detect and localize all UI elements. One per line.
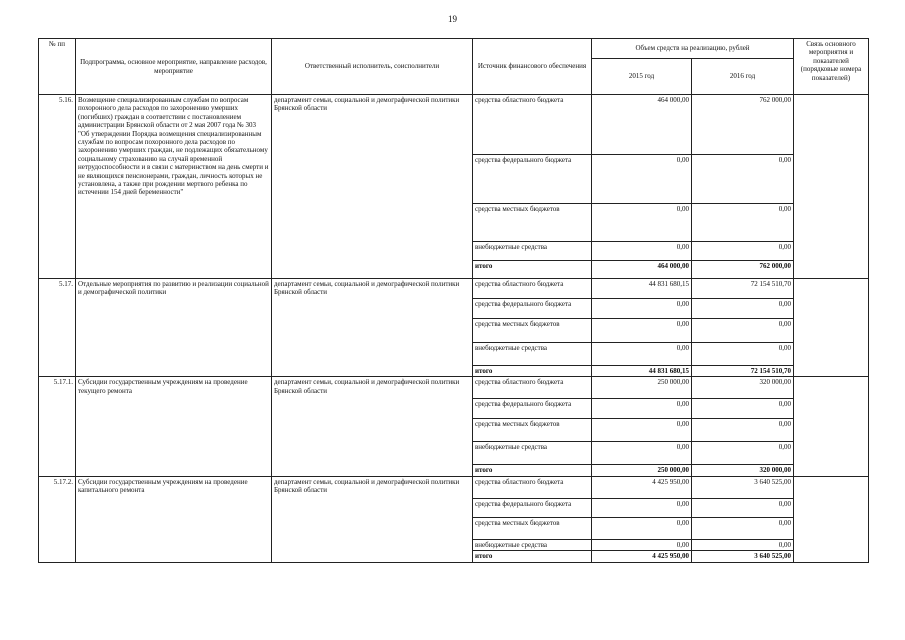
source-label: средства федерального бюджета <box>473 399 592 419</box>
value-2016: 0,00 <box>692 539 794 550</box>
source-label: средства федерального бюджета <box>473 299 592 319</box>
total-2015: 44 831 680,15 <box>592 366 692 377</box>
value-2016: 72 154 510,70 <box>692 279 794 299</box>
source-label: внебюджетные средства <box>473 539 592 550</box>
row-executor: департамент семьи, социальной и демографической политики Брянской области <box>272 279 473 377</box>
header-2016: 2016 год <box>692 59 794 95</box>
value-2015: 250 000,00 <box>592 377 692 399</box>
total-2015: 464 000,00 <box>592 261 692 279</box>
value-2016: 0,00 <box>692 399 794 419</box>
table-row <box>39 95 869 155</box>
indicator-link-cell <box>794 476 869 562</box>
header-executor: Ответственный исполнитель, соисполнители <box>272 39 473 95</box>
value-2016: 0,00 <box>692 204 794 242</box>
value-2015: 0,00 <box>592 419 692 442</box>
row-number: 5.17. <box>39 279 76 377</box>
table-row <box>39 279 869 299</box>
total-2016: 320 000,00 <box>692 465 794 476</box>
row-description: Субсидии государственным учреждениям на проведение текущего ремонта <box>76 377 272 476</box>
value-2015: 0,00 <box>592 319 692 343</box>
total-2016: 72 154 510,70 <box>692 366 794 377</box>
header-program: Подпрограмма, основное мероприятие, направление расходов, мероприятие <box>76 39 272 95</box>
value-2015: 0,00 <box>592 539 692 550</box>
value-2016: 0,00 <box>692 319 794 343</box>
source-label: внебюджетные средства <box>473 242 592 261</box>
header-volume: Объем средств на реализацию, рублей <box>592 39 794 59</box>
value-2016: 0,00 <box>692 242 794 261</box>
indicator-link-cell <box>794 95 869 279</box>
source-label: средства федерального бюджета <box>473 155 592 204</box>
source-label: средства местных бюджетов <box>473 319 592 343</box>
total-2015: 4 425 950,00 <box>592 551 692 562</box>
value-2015: 0,00 <box>592 242 692 261</box>
value-2015: 0,00 <box>592 498 692 517</box>
indicator-link-cell <box>794 377 869 476</box>
page-number: 19 <box>448 14 457 24</box>
source-label: средства областного бюджета <box>473 95 592 155</box>
value-2015: 464 000,00 <box>592 95 692 155</box>
value-2016: 320 000,00 <box>692 377 794 399</box>
value-2016: 0,00 <box>692 155 794 204</box>
source-label: средства местных бюджетов <box>473 517 592 539</box>
row-executor: департамент семьи, социальной и демографической политики Брянской области <box>272 476 473 562</box>
total-label: итого <box>473 465 592 476</box>
budget-table <box>38 38 869 563</box>
source-label: средства местных бюджетов <box>473 204 592 242</box>
header-num: № пп <box>39 39 76 95</box>
row-number: 5.17.1. <box>39 377 76 476</box>
indicator-link-cell <box>794 279 869 377</box>
table-row <box>39 476 869 498</box>
total-label: итого <box>473 261 592 279</box>
value-2016: 0,00 <box>692 517 794 539</box>
header-link: Связь основного мероприятия и показателей (порядковые номера показателей) <box>794 39 869 95</box>
header-source: Источник финансового обеспечения <box>473 39 592 95</box>
row-executor: департамент семьи, социальной и демографической политики Брянской области <box>272 95 473 279</box>
source-label: средства федерального бюджета <box>473 498 592 517</box>
value-2015: 4 425 950,00 <box>592 476 692 498</box>
value-2016: 0,00 <box>692 498 794 517</box>
value-2016: 0,00 <box>692 442 794 465</box>
value-2015: 0,00 <box>592 442 692 465</box>
value-2016: 0,00 <box>692 343 794 366</box>
value-2015: 0,00 <box>592 343 692 366</box>
total-2015: 250 000,00 <box>592 465 692 476</box>
source-label: средства областного бюджета <box>473 377 592 399</box>
source-label: средства местных бюджетов <box>473 419 592 442</box>
total-label: итого <box>473 366 592 377</box>
value-2016: 3 640 525,00 <box>692 476 794 498</box>
row-description: Субсидии государственным учреждениям на проведение капитального ремонта <box>76 476 272 562</box>
row-number: 5.16. <box>39 95 76 279</box>
row-description: Возмещение специализированным службам по вопросам похоронного дела расходов по захоронению умерших (погибших) граждан в соответствии с постановлением администрации Брянской области от 2 мая 2007 года № 303 "Об утверждении Порядка возмещения специализированным службам по вопросам похоронного дела расходов по захоронению умерших граждан, не подлежащих обязательному социальному страхованию на случай временной нетрудоспособности и в связи с материнством на день смерти и не являющихся пенсионерами, граждан, личность которых не установлена, а также при рождении мертвого ребенка по истечении 154 дней беременности" <box>76 95 272 279</box>
row-number: 5.17.2. <box>39 476 76 562</box>
source-label: внебюджетные средства <box>473 442 592 465</box>
total-2016: 3 640 525,00 <box>692 551 794 562</box>
total-2016: 762 000,00 <box>692 261 794 279</box>
source-label: средства областного бюджета <box>473 279 592 299</box>
value-2015: 44 831 680,15 <box>592 279 692 299</box>
source-label: средства областного бюджета <box>473 476 592 498</box>
value-2016: 0,00 <box>692 419 794 442</box>
value-2015: 0,00 <box>592 399 692 419</box>
table-row <box>39 377 869 399</box>
value-2015: 0,00 <box>592 204 692 242</box>
value-2015: 0,00 <box>592 517 692 539</box>
row-description: Отдельные мероприятия по развитию и реализации социальной и демографической политики <box>76 279 272 377</box>
row-executor: департамент семьи, социальной и демографической политики Брянской области <box>272 377 473 476</box>
value-2016: 0,00 <box>692 299 794 319</box>
value-2015: 0,00 <box>592 299 692 319</box>
header-2015: 2015 год <box>592 59 692 95</box>
source-label: внебюджетные средства <box>473 343 592 366</box>
total-label: итого <box>473 551 592 562</box>
value-2015: 0,00 <box>592 155 692 204</box>
value-2016: 762 000,00 <box>692 95 794 155</box>
